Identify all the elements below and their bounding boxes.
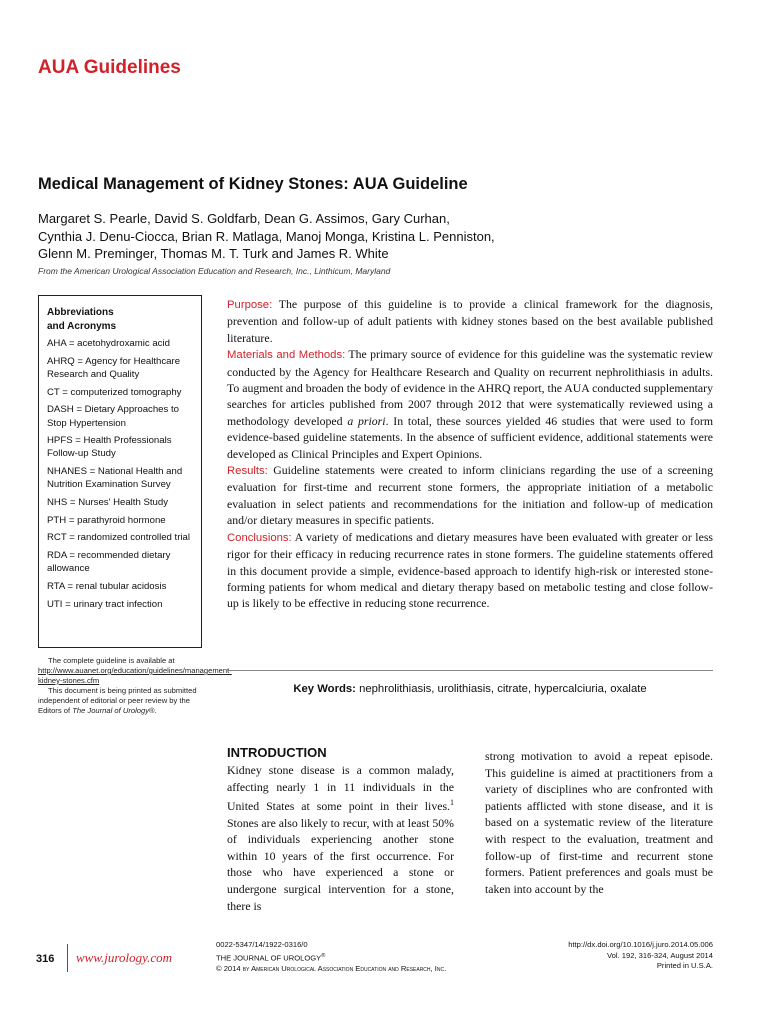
intro-column-1 xyxy=(227,745,454,914)
abbreviations-box xyxy=(38,295,202,648)
intro-column-2: strong motivation to avoid a repeat episode. This guideline is aimed at practitioners from a variety of disciplines who are confronted with patients afflicted with stone disease, and it is based on a systematic review of the literature with respect to the evaluation, treatment and follow-up of first-time and recurrent stone formers. Patient preferences and goals must be taken into account by the xyxy=(485,749,713,896)
intro-text-continued: Stones are also likely to recur, with at least 50% of individuals experiencing another stone within 10 years of the first occurrence. For those who have experienced a stone or undergone surgical intervention for a stone, there is xyxy=(227,815,454,913)
footer-divider xyxy=(67,944,68,972)
methods-italic: a priori xyxy=(347,413,386,428)
abstract-purpose xyxy=(227,296,713,346)
abbreviation-item: RCT = randomized controlled trial xyxy=(47,532,190,544)
author-line: Cynthia J. Denu-Ciocca, Brian R. Matlaga, Manoj Monga, Kristina L. Penniston, xyxy=(38,228,495,244)
intro-heading: INTRODUCTION xyxy=(227,745,327,760)
journal-title-line xyxy=(216,951,446,964)
journal-url[interactable]: www.jurology.com xyxy=(76,950,173,965)
abbreviation-item: HPFS = Health Professionals Follow-up Study xyxy=(47,435,172,460)
abbreviation-item: PTH = parathyroid hormone xyxy=(47,514,166,526)
abbreviations-heading-line: and Acronyms xyxy=(47,320,117,332)
article-title: Medical Management of Kidney Stones: AUA Guideline xyxy=(38,175,468,193)
author-line: Margaret S. Pearle, David S. Goldfarb, Dean G. Assimos, Gary Curhan, xyxy=(38,211,450,226)
journal-name: The Journal of Urology xyxy=(72,706,150,715)
registered-mark: ®. xyxy=(149,706,157,715)
keywords xyxy=(227,683,713,695)
availability-text: The complete guideline is available at xyxy=(48,656,175,665)
volume-info: Vol. 192, 316-324, August 2014 xyxy=(607,950,713,960)
abstract-conclusions xyxy=(227,529,713,612)
abstract-results xyxy=(227,462,713,529)
doi-link[interactable]: http://dx.doi.org/10.1016/j.juro.2014.05.006 xyxy=(568,940,713,949)
methods-label: Materials and Methods: xyxy=(227,349,346,362)
conclusions-label: Conclusions: xyxy=(227,531,292,544)
guideline-link[interactable]: http://www.auanet.org/education/guidelines/management-kidney-stones.cfm xyxy=(38,666,232,685)
keywords-label: Key Words: xyxy=(293,683,356,695)
results-label: Results: xyxy=(227,465,268,478)
keywords-text: nephrolithiasis, urolithiasis, citrate, hypercalciuria, oxalate xyxy=(359,683,647,695)
methods-text: The primary source of evidence for this guideline was the systematic review conducted by the Agency for Healthcare Research and Quality on recurrent nephrolithiasis in adults. To augment and broaden the body of evidence in the AHRQ report, the AUA conducted supplementary searches for articles published from 2007 through 2012 that were systematically reviewed using a methodology developed xyxy=(227,347,713,428)
intro-paragraph xyxy=(227,762,454,914)
author-list xyxy=(38,210,598,263)
copyright: © 2014 by American Urological Association Education and Research, Inc. xyxy=(216,963,447,973)
abbreviation-item: NHANES = National Health and Nutrition Examination Survey xyxy=(47,466,183,491)
abbreviations-heading-line: Abbreviations xyxy=(47,307,114,318)
abbreviations-heading xyxy=(47,306,193,333)
conclusions-text: A variety of medications and dietary measures have been evaluated with greater or less rigor for their efficacy in reducing recurrence rates in stone formers. The guideline statements offered in this document provide a simple, evidence-based approach to identify high-risk or interested stone-forming patients for whom medical and dietary therapy based on metabolic testing and close follow-up is likely to be effective in reducing stone recurrence. xyxy=(227,529,713,611)
citation-superscript[interactable]: 1 xyxy=(450,798,454,808)
abbreviation-item: RTA = renal tubular acidosis xyxy=(47,581,167,593)
guideline-note xyxy=(38,656,232,716)
abbreviation-item: UTI = urinary tract infection xyxy=(47,598,163,610)
affiliation: From the American Urological Association Education and Research, Inc., Linthicum, Maryland xyxy=(38,266,391,276)
purpose-text: The purpose of this guideline is to provide a clinical framework for the diagnosis, prevention and follow-up of adult patients with kidney stones based on the best available published literature. xyxy=(227,297,713,345)
series-label: AUA Guidelines xyxy=(38,57,181,78)
author-line: Glenn M. Preminger, Thomas M. T. Turk and James R. White xyxy=(38,246,389,261)
intro-text: Kidney stone disease is a common malady, affecting nearly 1 in 11 individuals in the United States at some point in their lives. xyxy=(227,763,454,814)
results-text: Guideline statements were created to inform clinicians regarding the use of a screening evaluation for first-time and recurrent stone formers, the appropriate initiation of a metabolic evaluation in select patients and recommendations for the initiation and follow-up of medication and/or dietary measures in specific patients. xyxy=(227,463,714,528)
methods-text-continued: . In total, these sources yielded 46 studies that were used to form evidence-based guideline statements. In the absence of sufficient evidence, additional statements were developed as Clinical Principles and Expert Opinions. xyxy=(227,413,713,461)
purpose-label: Purpose: xyxy=(227,299,273,311)
abbreviation-item: AHRQ = Agency for Healthcare Research and Quality xyxy=(47,355,181,380)
abstract-methods xyxy=(227,346,713,462)
journal-title: THE JOURNAL OF UROLOGY xyxy=(216,953,322,963)
footer-publication-info xyxy=(216,940,446,974)
abbreviation-item: RDA = recommended dietary allowance xyxy=(47,550,171,575)
registered-mark: ® xyxy=(321,952,326,959)
abbreviation-item: DASH = Dietary Approaches to Stop Hypertension xyxy=(47,404,179,429)
page-number: 316 xyxy=(36,953,55,965)
abstract xyxy=(227,296,713,612)
abbreviation-item: AHA = acetohydroxamic acid xyxy=(47,338,170,349)
keywords-divider xyxy=(227,670,713,671)
footer-citation-info xyxy=(470,940,713,972)
availability-note xyxy=(38,656,232,686)
printing-text: This document is being printed as submitted independent of editorial or peer review by the Editors of xyxy=(38,686,197,715)
issn-code: 0022-5347/14/1922-0316/0 xyxy=(216,940,308,949)
printing-note xyxy=(38,686,206,716)
abbreviation-item: NHS = Nurses' Health Study xyxy=(47,497,169,509)
printed-location: Printed in U.S.A. xyxy=(656,961,713,971)
abbreviation-item: CT = computerized tomography xyxy=(47,386,182,398)
